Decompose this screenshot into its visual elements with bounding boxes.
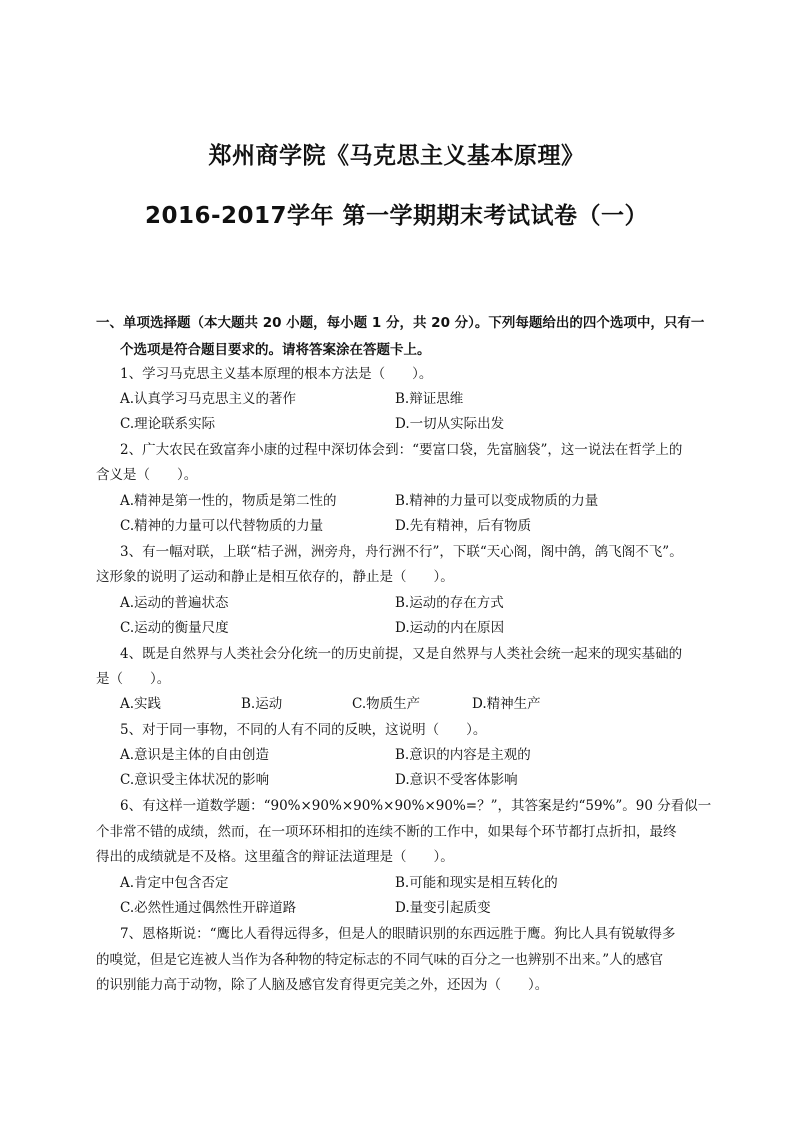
question-5-stem: 5、对于同一事物，不同的人有不同的反映，这说明（ ）。 (120, 722, 487, 738)
question-5-option-d: D.意识不受客体影响 (395, 772, 518, 788)
question-7-stem-line3: 的识别能力高于动物，除了人脑及感官发育得更完美之外，还因为（ ）。 (96, 977, 549, 993)
question-6-option-c: C.必然性通过偶然性开辟道路 (120, 900, 297, 916)
section-instructions-line2: 个选项是符合题目要求的。请将答案涂在答题卡上。 (120, 342, 431, 358)
question-6-option-d: D.量变引起质变 (395, 900, 491, 916)
question-6-stem-line2: 个非常不错的成绩，然而，在一项环环相扣的连续不断的工作中，如果每个环节都打点折扣，最终 (96, 824, 677, 840)
question-1-stem: 1、学习马克思主义基本原理的根本方法是（ ）。 (120, 366, 433, 382)
question-4-stem-line2: 是（ ）。 (96, 671, 171, 687)
question-6-option-b: B.可能和现实是相互转化的 (395, 875, 558, 891)
section-instructions (96, 310, 706, 364)
question-3-option-c: C.运动的衡量尺度 (120, 620, 229, 636)
question-7-stem-line2: 的嗅觉，但是它连被人当作为各种物的特定标志的不同气味的百分之一也辨别不出来。”人的感官 (96, 952, 664, 968)
question-2-stem-line1: 2、广大农民在致富奔小康的过程中深切体会到：“要富口袋，先富脑袋”，这一说法在哲学上的 (120, 442, 683, 458)
question-5-option-a: A.意识是主体的自由创造 (120, 747, 270, 763)
question-7-stem-line1: 7、恩格斯说：“鹰比人看得远得多，但是人的眼睛识别的东西远胜于鹰。狗比人具有锐敏得多 (120, 926, 676, 942)
question-5-option-b: B.意识的内容是主观的 (395, 747, 531, 763)
question-4-option-b: B.运动 (241, 696, 283, 712)
question-6-stem-line3: 得出的成绩就是不及格。这里蕴含的辩证法道理是（ ）。 (96, 849, 454, 865)
exam-title-line1: 郑州商学院《马克思主义基本原理》 (208, 143, 585, 169)
section-instructions-line1: 一、单项选择题（本大题共 20 小题，每小题 1 分，共 20 分）。下列每题给出的四个选项中，只有一 (96, 315, 705, 331)
question-6-stem-line1: 6、有这样一道数学题：“90%×90%×90%×90%×90%=？”，其答案是约“59%”。90 分看似一 (120, 798, 712, 814)
question-1-option-a: A.认真学习马克思主义的著作 (120, 391, 297, 407)
question-4-option-d: D.精神生产 (472, 696, 541, 712)
question-2-option-a: A.精神是第一性的，物质是第二性的 (120, 493, 337, 509)
question-2-option-d: D.先有精神，后有物质 (395, 518, 532, 534)
question-1-option-d: D.一切从实际出发 (395, 416, 505, 432)
question-3-option-d: D.运动的内在原因 (395, 620, 505, 636)
question-4-option-a: A.实践 (120, 696, 162, 712)
question-3-option-b: B.运动的存在方式 (395, 595, 504, 611)
question-1-option-c: C.理论联系实际 (120, 416, 216, 432)
question-6-option-a: A.肯定中包含否定 (120, 875, 229, 891)
question-3-stem-line2: 这形象的说明了运动和静止是相互依存的，静止是（ ）。 (96, 569, 454, 585)
question-3-stem-line1: 3、有一幅对联，上联“桔子洲，洲旁舟，舟行洲不行”，下联“天心阁，阁中鸽，鸽飞阁不飞”。 (120, 544, 683, 560)
question-4-option-c: C.物质生产 (352, 696, 421, 712)
exam-title-line2: 2016-2017学年 第一学期期末考试试卷（一） (144, 203, 649, 229)
question-2-stem-line2: 含义是（ ）。 (96, 467, 198, 483)
question-4-stem-line1: 4、既是自然界与人类社会分化统一的历史前提，又是自然界与人类社会统一起来的现实基础的 (120, 646, 683, 662)
question-1-option-b: B.辩证思维 (395, 391, 464, 407)
question-2-option-b: B.精神的力量可以变成物质的力量 (395, 493, 599, 509)
question-2-option-c: C.精神的力量可以代替物质的力量 (120, 518, 324, 534)
question-3-option-a: A.运动的普遍状态 (120, 595, 229, 611)
question-5-option-c: C.意识受主体状况的影响 (120, 772, 270, 788)
